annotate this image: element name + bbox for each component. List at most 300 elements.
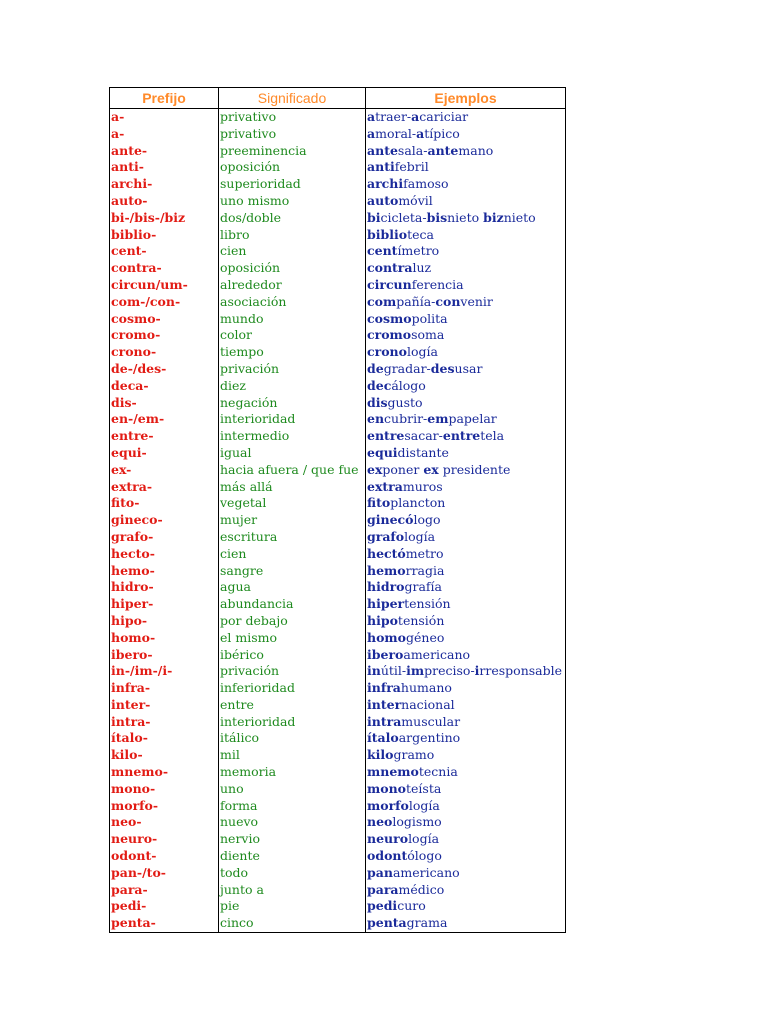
table-row [110,378,565,395]
example-rest-part: presidente [438,461,511,477]
example-prefix-part: hiper [367,596,405,612]
example-prefix-part: cent [367,243,398,259]
prefix-cell: a- [110,109,219,126]
table-row [110,579,565,596]
example-cell [366,495,565,512]
table-row [110,395,565,412]
example-cell [366,831,565,848]
example-prefix-part: i [474,663,480,679]
prefix-cell: crono- [110,344,219,361]
example-cell [366,176,565,193]
example-prefix-part: odont [367,848,408,864]
example-prefix-part: ex [367,461,383,477]
example-cell [366,126,565,143]
meaning-cell: uno mismo [219,193,366,210]
table-row [110,697,565,714]
example-rest-part: traer- [375,109,412,124]
example-rest-part: venir [460,293,493,309]
example-rest-part: usar [454,360,483,376]
example-prefix-part: ante [427,142,459,158]
prefix-cell: contra- [110,260,219,277]
example-prefix-part: ante [367,142,398,158]
prefix-cell: gineco- [110,512,219,529]
meaning-cell: tiempo [219,344,366,361]
meaning-cell: uno [219,781,366,798]
table-header [110,88,565,109]
prefix-cell: auto- [110,193,219,210]
table-row [110,344,565,361]
example-rest-part: álogo [391,377,426,393]
example-prefix-part: neuro [367,831,409,847]
prefix-cell: kilo- [110,747,219,764]
table-row [110,495,565,512]
prefix-cell: odont- [110,848,219,865]
example-rest-part: logo [413,512,441,528]
prefix-cell: penta- [110,915,219,932]
example-cell [366,159,565,176]
example-cell [366,193,565,210]
meaning-cell: el mismo [219,630,366,647]
table-row [110,747,565,764]
example-prefix-part: mnemo [367,764,419,780]
example-rest-part: ferencia [411,276,464,292]
example-cell [366,227,565,244]
example-prefix-part: dec [367,377,392,393]
example-prefix-part: para [367,881,399,897]
example-prefix-part: anti [367,159,395,175]
meaning-cell: mil [219,747,366,764]
example-rest-part: cubrir- [384,411,428,427]
prefix-cell: bi-/bis-/biz [110,210,219,227]
example-prefix-part: pedi [367,898,398,914]
table-row [110,445,565,462]
table-row [110,630,565,647]
table-row [110,210,565,227]
example-cell [366,294,565,311]
prefix-cell: hecto- [110,546,219,563]
example-rest-part: pañía- [396,293,436,309]
meaning-cell: oposición [219,159,366,176]
example-cell [366,529,565,546]
example-cell [366,109,565,126]
table-row [110,428,565,445]
header-examples: Ejemplos [434,90,497,106]
meaning-cell: libro [219,227,366,244]
table-row [110,479,565,496]
example-rest-part: rragia [405,562,445,578]
example-prefix-part: morfo [367,797,409,813]
example-prefix-part: hipo [367,612,398,628]
meaning-cell: preeminencia [219,143,366,160]
table-row [110,563,565,580]
example-prefix-part: kilo [367,747,394,763]
example-prefix-part: cosmo [367,310,412,326]
meaning-cell: memoria [219,764,366,781]
prefix-cell: mono- [110,781,219,798]
prefix-cell: circun/um- [110,277,219,294]
example-cell [366,764,565,781]
example-cell [366,260,565,277]
meaning-cell: diez [219,378,366,395]
example-rest-part: sala- [397,142,428,158]
example-rest-part: argentino [398,730,461,746]
table-row [110,311,565,328]
meaning-cell: escritura [219,529,366,546]
prefix-cell: cent- [110,243,219,260]
example-prefix-part: ex [423,461,439,477]
example-prefix-part: homo [367,629,406,645]
table-row [110,193,565,210]
example-cell [366,546,565,563]
example-rest-part: médico [398,881,445,897]
prefix-cell: archi- [110,176,219,193]
prefix-cell: pedi- [110,898,219,915]
example-cell [366,915,565,932]
meaning-cell: pie [219,898,366,915]
meaning-cell: color [219,327,366,344]
example-cell [366,395,565,412]
meaning-cell: privativo [219,109,366,126]
meaning-cell: hacia afuera / que fue [219,462,366,479]
example-rest-part: poner [382,461,424,477]
example-prefix-part: auto [367,192,399,208]
prefix-cell: mnemo- [110,764,219,781]
example-prefix-part: ibero [367,646,404,662]
example-prefix-part: hemo [367,562,406,578]
example-prefix-part: grafo [367,528,405,544]
example-prefix-part: bi [367,209,381,225]
prefix-table [109,87,566,933]
example-prefix-part: contra [367,260,413,276]
prefix-cell: hipo- [110,613,219,630]
prefix-cell: infra- [110,680,219,697]
example-cell [366,243,565,260]
example-cell [366,512,565,529]
example-cell [366,663,565,680]
example-cell [366,630,565,647]
prefix-cell: en-/em- [110,411,219,428]
meaning-cell: sangre [219,563,366,580]
prefix-cell: anti- [110,159,219,176]
meaning-cell: cinco [219,915,366,932]
example-rest-part: logismo [392,814,442,830]
prefix-cell: neo- [110,814,219,831]
example-cell [366,210,565,227]
example-rest-part: teísta [406,780,442,796]
example-rest-part: tecnia [418,764,458,780]
table-row [110,764,565,781]
example-cell [366,411,565,428]
example-cell [366,730,565,747]
meaning-cell: alrededor [219,277,366,294]
example-cell [366,327,565,344]
table-row [110,512,565,529]
example-rest-part: útil- [380,663,407,679]
meaning-cell: asociación [219,294,366,311]
prefix-cell: morfo- [110,798,219,815]
example-rest-part: curo [397,898,426,914]
prefix-cell: extra- [110,479,219,496]
example-cell [366,579,565,596]
example-rest-part: metro [405,545,444,561]
example-cell [366,479,565,496]
meaning-cell: oposición [219,260,366,277]
example-rest-part: humano [400,680,452,696]
example-cell [366,781,565,798]
example-prefix-part: de [367,360,384,376]
example-cell [366,613,565,630]
example-rest-part: nacional [401,696,455,712]
prefix-cell: com-/con- [110,294,219,311]
prefix-cell: cosmo- [110,311,219,328]
header-prefix: Prefijo [110,88,219,108]
prefix-cell: hemo- [110,563,219,580]
example-rest-part: tensión [397,612,445,628]
prefix-cell: hiper- [110,596,219,613]
example-cell [366,898,565,915]
table-row [110,848,565,865]
example-prefix-part: bis [426,209,448,225]
example-prefix-part: equi [367,444,398,460]
example-prefix-part: biz [483,209,504,225]
example-rest-part: moral- [375,125,417,141]
table-row [110,898,565,915]
example-cell [366,647,565,664]
example-prefix-part: ítalo [367,730,399,746]
prefix-cell: inter- [110,697,219,714]
table-row [110,647,565,664]
meaning-cell: mujer [219,512,366,529]
example-prefix-part: circun [367,276,412,292]
meaning-cell: todo [219,865,366,882]
meaning-cell: privación [219,361,366,378]
example-prefix-part: entre [367,428,405,444]
table-row [110,109,565,126]
example-prefix-part: a [411,109,420,124]
example-rest-part: nieto [503,209,536,225]
example-rest-part: americano [403,646,471,662]
example-cell [366,143,565,160]
example-cell [366,697,565,714]
table-body [110,109,565,932]
example-rest-part: cicleta- [380,209,427,225]
prefix-cell: deca- [110,378,219,395]
meaning-cell: ibérico [219,647,366,664]
example-prefix-part: em [427,411,449,427]
example-prefix-part: con [435,293,461,309]
example-prefix-part: crono [367,344,407,360]
meaning-cell: cien [219,546,366,563]
table-row [110,915,565,932]
example-rest-part: preciso- [424,663,475,679]
prefix-cell: ibero- [110,647,219,664]
example-rest-part: febril [394,159,429,175]
example-prefix-part: a [367,109,376,124]
prefix-cell: pan-/to- [110,865,219,882]
example-prefix-part: inter [367,696,402,712]
example-rest-part: típico [424,125,460,141]
example-prefix-part: cromo [367,327,412,343]
table-row [110,176,565,193]
meaning-cell: por debajo [219,613,366,630]
example-prefix-part: hidro [367,579,405,595]
example-rest-part: ólogo [407,848,442,864]
example-cell [366,714,565,731]
table-row [110,730,565,747]
example-cell [366,378,565,395]
meaning-cell: junto a [219,882,366,899]
example-prefix-part: im [406,663,425,679]
prefix-cell: fito- [110,495,219,512]
example-prefix-part: penta [367,915,407,931]
prefix-cell: entre- [110,428,219,445]
example-cell [366,680,565,697]
table-row [110,529,565,546]
prefix-cell: a- [110,126,219,143]
example-rest-part: grafía [404,579,443,595]
table-row [110,865,565,882]
example-prefix-part: a [416,125,425,141]
example-rest-part: tela [480,428,505,444]
example-rest-part: gramo [393,747,435,763]
example-cell [366,563,565,580]
prefix-cell: ex- [110,462,219,479]
example-rest-part: logía [406,344,438,360]
meaning-cell: cien [219,243,366,260]
header-meaning: Significado [219,88,366,108]
example-rest-part: logía [408,831,440,847]
example-rest-part: soma [411,327,445,343]
meaning-cell: abundancia [219,596,366,613]
example-prefix-part: com [367,293,397,309]
prefix-cell: neuro- [110,831,219,848]
prefix-cell: grafo- [110,529,219,546]
example-rest-part: americano [392,864,460,880]
meaning-cell: superioridad [219,176,366,193]
example-cell [366,311,565,328]
example-cell [366,798,565,815]
table-row [110,596,565,613]
prefix-cell: equi- [110,445,219,462]
meaning-cell: mundo [219,311,366,328]
meaning-cell: entre [219,697,366,714]
meaning-cell: nuevo [219,814,366,831]
example-cell [366,814,565,831]
meaning-cell: dos/doble [219,210,366,227]
example-prefix-part: des [430,360,455,376]
example-rest-part: ímetro [397,243,440,259]
example-prefix-part: fito [367,495,391,511]
prefix-cell: ítalo- [110,730,219,747]
example-cell [366,428,565,445]
prefix-cell: homo- [110,630,219,647]
example-cell [366,865,565,882]
example-rest-part: muros [402,478,443,494]
table-row [110,781,565,798]
meaning-cell: agua [219,579,366,596]
table-row [110,462,565,479]
prefix-cell: cromo- [110,327,219,344]
prefix-cell: ante- [110,143,219,160]
prefix-cell: in-/im-/i- [110,663,219,680]
meaning-cell: inferioridad [219,680,366,697]
meaning-cell: interioridad [219,714,366,731]
example-cell [366,344,565,361]
table-row [110,714,565,731]
example-rest-part: gusto [387,394,423,410]
table-row [110,613,565,630]
example-prefix-part: dis [367,394,388,410]
example-prefix-part: en [367,411,385,427]
example-rest-part: mano [458,142,494,158]
table-row [110,159,565,176]
prefix-cell: dis- [110,395,219,412]
table-row [110,294,565,311]
table-row [110,814,565,831]
example-rest-part: muscular [401,713,461,729]
table-row [110,243,565,260]
meaning-cell: más allá [219,479,366,496]
meaning-cell: vegetal [219,495,366,512]
table-row [110,361,565,378]
example-rest-part: rresponsable [479,663,563,679]
meaning-cell: privativo [219,126,366,143]
prefix-cell: biblio- [110,227,219,244]
meaning-cell: nervio [219,831,366,848]
prefix-cell: para- [110,882,219,899]
meaning-cell: diente [219,848,366,865]
table-row [110,663,565,680]
example-rest-part: polita [411,310,448,326]
example-prefix-part: neo [367,814,393,830]
meaning-cell: igual [219,445,366,462]
example-rest-part: géneo [406,629,445,645]
table-row [110,831,565,848]
example-rest-part: luz [412,260,432,276]
example-prefix-part: in [367,663,381,679]
table-row [110,327,565,344]
example-rest-part: logía [404,528,436,544]
example-prefix-part: a [367,125,376,141]
table-row [110,546,565,563]
table-row [110,277,565,294]
table-row [110,882,565,899]
meaning-cell: intermedio [219,428,366,445]
example-prefix-part: hectó [367,545,406,561]
example-rest-part: famoso [403,176,449,192]
example-rest-part: móvil [398,192,433,208]
example-cell [366,277,565,294]
meaning-cell: negación [219,395,366,412]
table-row [110,227,565,244]
example-cell [366,848,565,865]
example-prefix-part: infra [367,680,401,696]
example-rest-part: sacar- [404,428,443,444]
example-rest-part: nieto [447,209,484,225]
example-rest-part: plancton [390,495,446,511]
example-prefix-part: archi [367,176,404,192]
prefix-cell: intra- [110,714,219,731]
example-prefix-part: entre [442,428,481,444]
example-rest-part: grama [406,915,448,931]
table-row [110,798,565,815]
example-rest-part: cariciar [419,109,469,124]
example-prefix-part: biblio [367,226,408,242]
prefix-cell: de-/des- [110,361,219,378]
example-cell [366,747,565,764]
example-rest-part: logía [408,797,440,813]
prefix-cell: hidro- [110,579,219,596]
